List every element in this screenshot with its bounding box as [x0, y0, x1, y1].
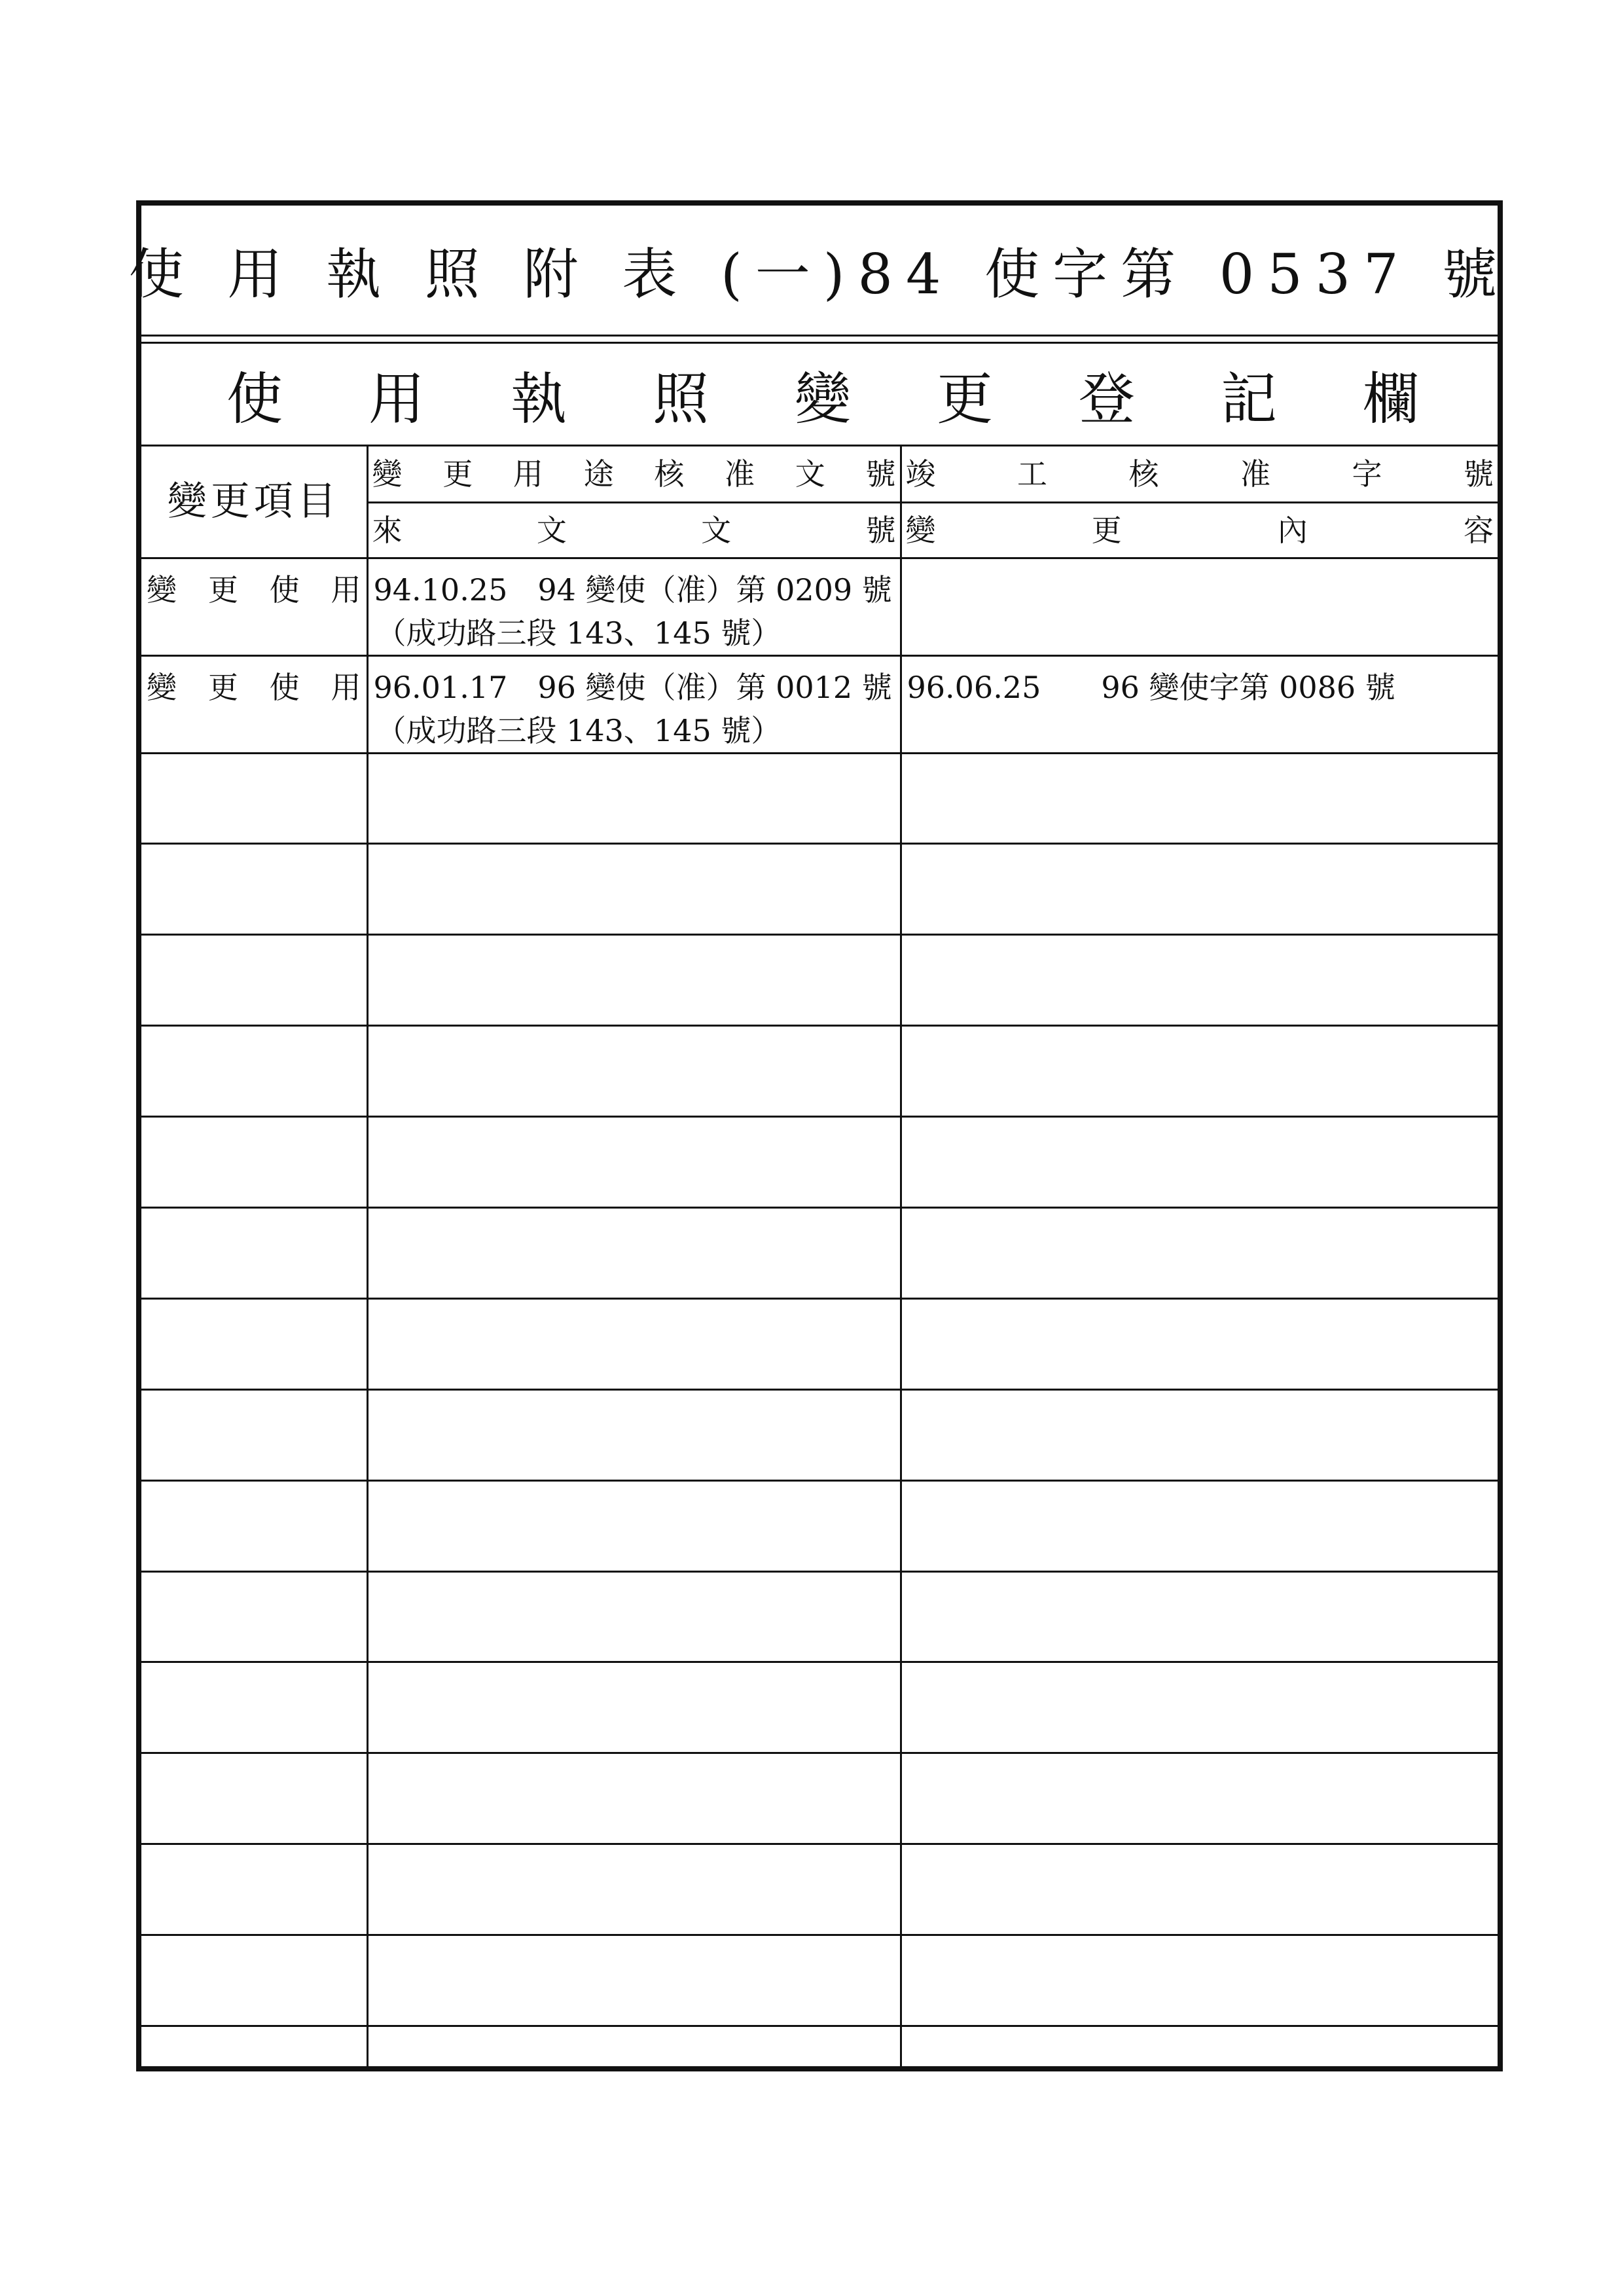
- row-item-cell: 變 更 使 用: [141, 558, 367, 655]
- table-row: [141, 558, 1498, 655]
- header-incoming-doc-no: 來 文 文 號: [367, 502, 901, 558]
- header-change-content: 變 更 內 容: [901, 502, 1498, 558]
- header-row-top: [141, 446, 1498, 502]
- section-heading: [141, 342, 1498, 446]
- heading-char: 記: [1221, 367, 1277, 432]
- empty-row: [141, 1662, 1498, 1753]
- empty-row: [141, 1480, 1498, 1571]
- heading-char: 執: [511, 367, 567, 432]
- row-approval-text: 96.06.25 96 變使字第 0086 號: [907, 669, 1395, 705]
- empty-row: [141, 2026, 1498, 2071]
- header-change-item: 變更項目: [141, 446, 367, 558]
- empty-row: [141, 1117, 1498, 1208]
- heading-char: 使: [226, 367, 283, 432]
- row-doc-text: 94.10.25 94 變使（准）第 0209 號: [373, 572, 892, 608]
- empty-row: [141, 1026, 1498, 1117]
- document-title: [128, 206, 1511, 337]
- title-right: 84 使字第 0537 號: [857, 242, 1511, 306]
- row-approval-cell: [901, 558, 1498, 655]
- row-doc-cell: [367, 558, 901, 655]
- row-doc-note: （成功路三段 143、145 號）: [376, 615, 782, 651]
- title-left: 使 用 執 照 附 表 (一): [128, 242, 858, 306]
- empty-row: [141, 1389, 1498, 1480]
- header-completion-no: 竣 工 核 准 字 號: [901, 446, 1498, 502]
- change-record-table: [141, 446, 1498, 2071]
- heading-char: 照: [653, 367, 709, 432]
- table-row: [141, 655, 1498, 753]
- heading-char: 變: [795, 367, 851, 432]
- row-doc-note: （成功路三段 143、145 號）: [376, 712, 782, 748]
- empty-row: [141, 1571, 1498, 1662]
- heading-char: 欄: [1363, 367, 1419, 432]
- empty-row: [141, 1207, 1498, 1298]
- row-doc-text: 96.01.17 96 變使（准）第 0012 號: [373, 669, 892, 705]
- empty-row: [141, 844, 1498, 935]
- row-doc-cell: [367, 655, 901, 753]
- empty-row: [141, 1753, 1498, 1844]
- row-item-cell: 變 更 使 用: [141, 655, 367, 753]
- permit-sheet: [128, 200, 1511, 2071]
- empty-row: [141, 935, 1498, 1026]
- heading-char: 更: [937, 367, 993, 432]
- row-approval-cell: [901, 655, 1498, 753]
- heading-char: 用: [369, 367, 425, 432]
- header-approval-doc-no: 變 更 用 途 核 准 文 號: [367, 446, 901, 502]
- empty-row: [141, 753, 1498, 844]
- heading-char: 登: [1079, 367, 1135, 432]
- empty-row: [141, 1844, 1498, 1935]
- empty-row: [141, 1935, 1498, 2026]
- empty-row: [141, 1298, 1498, 1389]
